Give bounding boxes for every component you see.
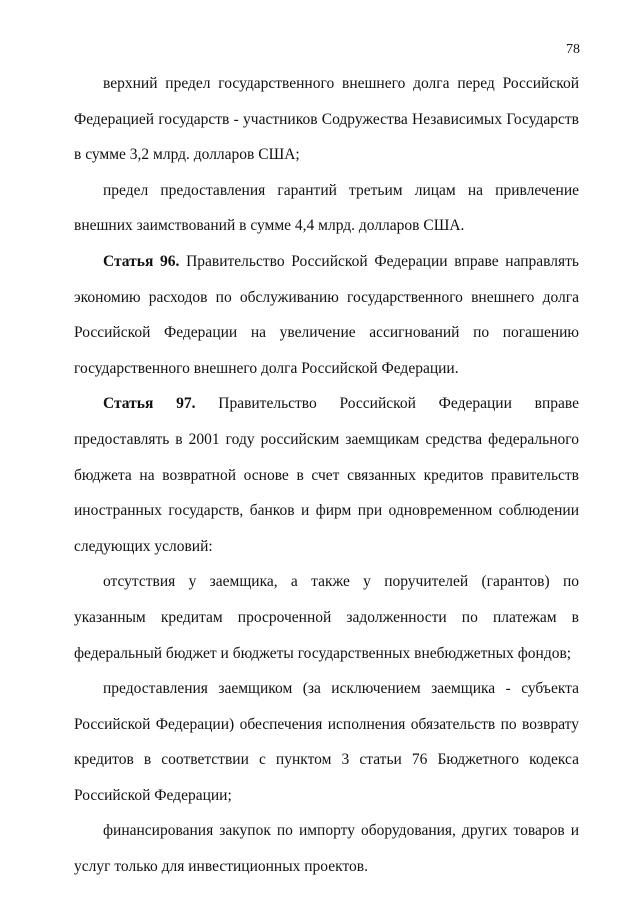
document-body [74,66,579,885]
condition-investment-projects [74,813,579,884]
paragraph-text: Правительство Российской Федерации вправе предоставлять в 2001 году российским заемщикам средства федерального бюджета на возвратной основе в счет связанных кредитов правительств иностранных государств, банков и фирм при одновременном соблюдении следующих условий: [74,395,579,555]
paragraph-external-debt-limit [74,66,579,173]
paragraph-text: верхний предел государственного внешнего долга перед Российской Федерацией государств - участников Содружества Независимых Государств в сумме 3,2 млрд. долларов США; [74,75,579,164]
page-number: 78 [566,42,580,57]
article-97 [74,386,579,564]
paragraph-text: Правительство Российской Федерации вправе направлять экономию расходов по обслуживанию государственного внешнего долга Российской Федерации на увеличение ассигнований по погашению государственного внешнего долга Российской Федерации. [74,252,579,377]
paragraph-text: финансирования закупок по импорту оборудования, других товаров и услуг только для инвестиционных проектов. [74,822,579,876]
article-96 [74,244,579,386]
paragraph-text: отсутствия у заемщика, а также у поручителей (гарантов) по указанным кредитам просроченной задолженности по платежам в федеральный бюджет и бюджеты государственных внебюджетных фондов; [74,573,579,662]
paragraph-guarantee-limit [74,173,579,244]
condition-no-overdue-debt [74,564,579,671]
article-heading: Статья 96. [103,252,180,270]
paragraph-text: предоставления заемщиком (за исключением заемщика - субъекта Российской Федерации) обеспечения исполнения обязательств по возврату кредитов в соответствии с пунктом 3 статьи 76 Бюджетного кодекса Российской Федерации; [74,680,579,804]
paragraph-text: предел предоставления гарантий третьим лицам на привлечение внешних заимствований в сумме 4,4 млрд. долларов США. [74,181,579,235]
article-heading: Статья 97. [103,395,196,413]
condition-security-provision [74,671,579,813]
